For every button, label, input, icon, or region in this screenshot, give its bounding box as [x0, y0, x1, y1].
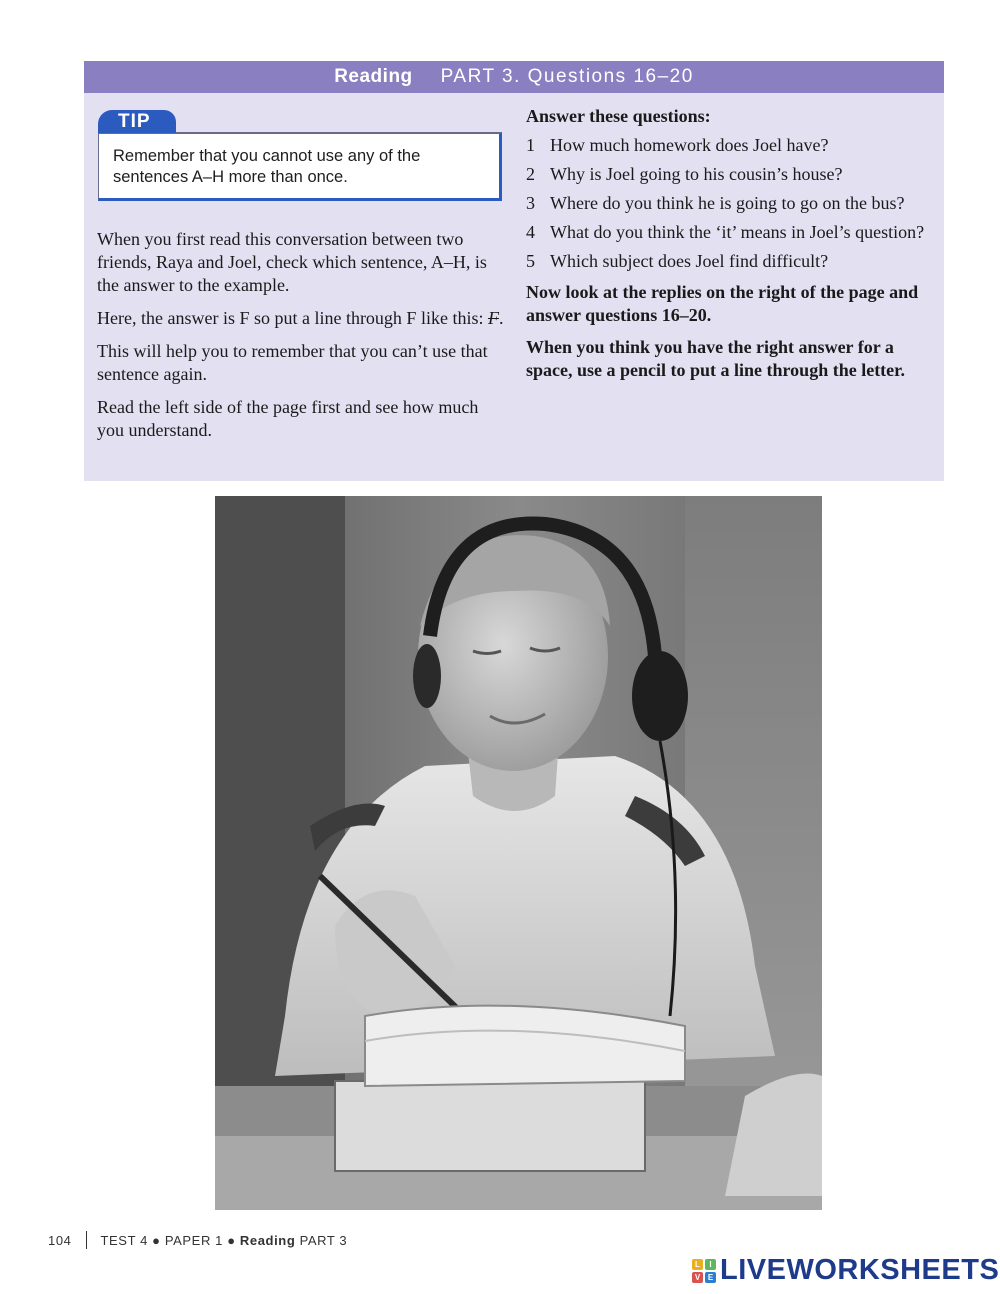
- section-header: [84, 61, 944, 93]
- right-questions: [526, 105, 926, 391]
- question-item: 4 What do you think the ‘it’ means in Joel’s question?: [526, 222, 925, 242]
- question-item: 5 Which subject does Joel find difficult?: [526, 251, 829, 271]
- footer-divider: [86, 1231, 87, 1249]
- instruction-paragraph: When you first read this conversation between two friends, Raya and Joel, check which sentence, A–H, is the answer to the example.: [97, 229, 487, 295]
- section-title: Reading: [334, 66, 413, 87]
- instruction-paragraph: This will help you to remember that you can’t use that sentence again.: [97, 341, 488, 384]
- logo-text: LIVEWORKSHEETS: [720, 1254, 1000, 1286]
- instruction-paragraph: Here, the answer is F so put a line through F like this: F.: [97, 308, 504, 328]
- question-item: 3 Where do you think he is going to go on the bus?: [526, 193, 905, 213]
- footer-part: PART 3: [299, 1232, 348, 1248]
- tip-text: Remember that you cannot use any of the sentences A–H more than once.: [113, 147, 421, 186]
- instruction-bold: Now look at the replies on the right of the page and answer questions 16–20.: [526, 282, 919, 325]
- tip-label: TIP: [98, 110, 176, 134]
- instruction-paragraph: Read the left side of the page first and see how much you understand.: [97, 397, 479, 440]
- question-list: [526, 134, 926, 273]
- tip-box: [98, 133, 502, 201]
- logo-grid-icon: L I V E: [692, 1259, 716, 1283]
- liveworksheets-logo: [692, 1254, 999, 1287]
- student-photo: [215, 496, 822, 1210]
- footer-section: Reading: [239, 1232, 296, 1248]
- part-title: PART 3. Questions 16–20: [440, 66, 694, 87]
- student-illustration: [215, 496, 822, 1210]
- question-item: 1 How much homework does Joel have?: [526, 135, 829, 155]
- bullet-icon: ●: [147, 1232, 165, 1248]
- questions-heading: Answer these questions:: [526, 106, 711, 126]
- struck-letter: F: [487, 308, 499, 328]
- footer-test: TEST 4: [100, 1232, 148, 1248]
- page-footer: [48, 1231, 347, 1249]
- instruction-bold: When you think you have the right answer for a space, use a pencil to put a line through the letter.: [526, 337, 906, 380]
- footer-paper: PAPER 1: [164, 1232, 223, 1248]
- question-item: 2 Why is Joel going to his cousin’s house?: [526, 164, 843, 184]
- page-number: 104: [48, 1232, 72, 1248]
- bullet-icon: ●: [222, 1232, 240, 1248]
- left-instructions: [97, 228, 509, 452]
